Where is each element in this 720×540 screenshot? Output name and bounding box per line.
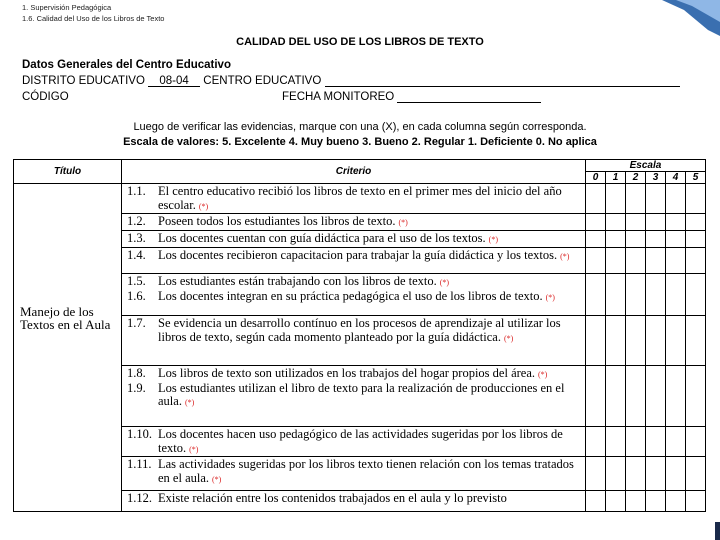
scale-value-header: 5 bbox=[686, 172, 706, 184]
score-cell[interactable] bbox=[646, 316, 666, 366]
score-cell[interactable] bbox=[646, 274, 666, 316]
score-cell[interactable] bbox=[606, 184, 626, 214]
criterion-number: 1.12. bbox=[127, 491, 152, 505]
scale-value-header: 3 bbox=[646, 172, 666, 184]
score-cell[interactable] bbox=[606, 366, 626, 427]
score-cell[interactable] bbox=[646, 231, 666, 248]
criterion-item bbox=[127, 215, 582, 230]
score-cell[interactable] bbox=[686, 248, 706, 274]
score-cell[interactable] bbox=[666, 248, 686, 274]
criterion-number: 1.9. bbox=[127, 380, 146, 395]
score-cell[interactable] bbox=[666, 366, 686, 427]
asterisk-note: (*) bbox=[212, 474, 222, 484]
score-cell[interactable] bbox=[586, 274, 606, 316]
district-label: DISTRITO EDUCATIVO bbox=[22, 75, 145, 87]
criterion-number: 1.2. bbox=[127, 214, 146, 228]
criterion-item bbox=[127, 290, 582, 305]
score-cell[interactable] bbox=[666, 231, 686, 248]
criterion-item bbox=[127, 367, 582, 382]
criterion-cell bbox=[122, 457, 586, 491]
criterion-cell bbox=[122, 184, 586, 214]
general-data-heading: Datos Generales del Centro Educativo bbox=[22, 59, 231, 71]
criterion-text: El centro educativo recibió los libros de texto en el primer mes del inicio del año escolar. bbox=[158, 184, 562, 212]
criterion-cell bbox=[122, 274, 586, 316]
score-cell[interactable] bbox=[586, 457, 606, 491]
score-cell[interactable] bbox=[626, 457, 646, 491]
criterion-cell bbox=[122, 248, 586, 274]
criterion-item bbox=[127, 382, 582, 410]
score-cell[interactable] bbox=[606, 427, 626, 457]
score-cell[interactable] bbox=[626, 231, 646, 248]
score-cell[interactable] bbox=[646, 427, 666, 457]
score-cell[interactable] bbox=[586, 231, 606, 248]
criterion-number: 1.1. bbox=[127, 184, 146, 198]
criteria-column-header: Criterio bbox=[122, 160, 586, 184]
score-cell[interactable] bbox=[586, 427, 606, 457]
score-cell[interactable] bbox=[686, 214, 706, 231]
document-title: CALIDAD DEL USO DE LOS LIBROS DE TEXTO bbox=[236, 36, 484, 48]
criterion-text: Los docentes hacen uso pedagógico de las actividades sugeridas por los libros de texto. bbox=[158, 427, 563, 455]
score-cell[interactable] bbox=[686, 316, 706, 366]
score-cell[interactable] bbox=[606, 231, 626, 248]
criterion-text: Las actividades sugeridas por los libros texto tienen relación con los temas tratados en el aula. bbox=[158, 457, 574, 485]
date-label: FECHA MONITOREO bbox=[282, 91, 395, 103]
scale-value-header: 2 bbox=[626, 172, 646, 184]
scale-value-header: 1 bbox=[606, 172, 626, 184]
asterisk-note: (*) bbox=[488, 235, 498, 244]
date-row bbox=[282, 91, 541, 103]
criterion-number: 1.6. bbox=[127, 288, 146, 303]
criterion-cell bbox=[122, 214, 586, 231]
breadcrumb-subsection: 1.6. Calidad del Uso de los Libros de Texto bbox=[22, 14, 165, 23]
criterion-cell bbox=[122, 491, 586, 512]
criterion-item bbox=[127, 275, 582, 290]
score-cell[interactable] bbox=[666, 274, 686, 316]
score-cell[interactable] bbox=[646, 214, 666, 231]
score-cell[interactable] bbox=[686, 274, 706, 316]
asterisk-note: (*) bbox=[189, 444, 199, 454]
score-cell[interactable] bbox=[666, 214, 686, 231]
slide-edge-bar bbox=[715, 522, 720, 540]
asterisk-note: (*) bbox=[538, 370, 548, 379]
score-cell[interactable] bbox=[646, 184, 666, 214]
score-cell[interactable] bbox=[586, 491, 606, 512]
score-cell[interactable] bbox=[586, 248, 606, 274]
criterion-text: Los docentes integran en su práctica pedagógica el uso de los libros de texto. bbox=[158, 288, 543, 303]
table-row bbox=[14, 184, 706, 214]
score-cell[interactable] bbox=[586, 316, 606, 366]
score-cell[interactable] bbox=[626, 274, 646, 316]
score-cell[interactable] bbox=[626, 316, 646, 366]
criterion-text: Los estudiantes utilizan el libro de texto para la realización de producciones en el aula. bbox=[158, 380, 565, 408]
asterisk-note: (*) bbox=[545, 292, 555, 302]
asterisk-note: (*) bbox=[439, 278, 450, 287]
score-cell[interactable] bbox=[626, 491, 646, 512]
asterisk-note: (*) bbox=[184, 398, 195, 407]
district-row bbox=[22, 75, 680, 87]
score-cell[interactable] bbox=[686, 184, 706, 214]
score-cell[interactable] bbox=[646, 366, 666, 427]
score-cell[interactable] bbox=[686, 457, 706, 491]
criterion-item bbox=[127, 428, 582, 456]
title-column-header: Título bbox=[14, 160, 122, 184]
criterion-text: Existe relación entre los contenidos trabajados en el aula y lo previsto bbox=[158, 491, 507, 505]
scale-value-header: 0 bbox=[586, 172, 606, 184]
date-field[interactable] bbox=[397, 91, 541, 103]
district-field[interactable]: 08-04 bbox=[148, 75, 200, 87]
score-cell[interactable] bbox=[686, 231, 706, 248]
criterion-cell bbox=[122, 427, 586, 457]
code-label: CÓDIGO bbox=[22, 91, 69, 103]
score-cell[interactable] bbox=[646, 248, 666, 274]
criterion-item bbox=[127, 232, 582, 247]
criterion-number: 1.3. bbox=[127, 231, 146, 245]
criterion-text: Se evidencia un desarrollo contínuo en los procesos de aprendizaje al utilizar los libros de texto, según cada momento planteado por la guía didáctica. bbox=[158, 316, 561, 344]
criterion-item bbox=[127, 185, 582, 213]
instructions-line: Luego de verificar las evidencias, marque con una (X), en cada columna según corresponda. bbox=[133, 121, 587, 133]
asterisk-note: (*) bbox=[503, 333, 514, 343]
center-field[interactable] bbox=[325, 75, 680, 87]
criterion-cell bbox=[122, 316, 586, 366]
criterion-text: Los docentes cuentan con guía didáctica para el uso de los textos. bbox=[158, 231, 486, 245]
center-label: CENTRO EDUCATIVO bbox=[203, 75, 322, 87]
score-cell[interactable] bbox=[686, 427, 706, 457]
criterion-number: 1.8. bbox=[127, 366, 146, 380]
criterion-item bbox=[127, 249, 582, 264]
scale-legend: Escala de valores: 5. Excelente 4. Muy bueno 3. Bueno 2. Regular 1. Deficiente 0. No aplica bbox=[123, 136, 597, 148]
criterion-item bbox=[127, 492, 582, 506]
score-cell[interactable] bbox=[666, 316, 686, 366]
score-cell[interactable] bbox=[606, 274, 626, 316]
criterion-text: Los docentes recibieron capacitacion para trabajar la guía didáctica y los textos. bbox=[158, 248, 558, 262]
criterion-number: 1.4. bbox=[127, 248, 146, 262]
criterion-number: 1.10. bbox=[127, 427, 152, 441]
score-cell[interactable] bbox=[586, 184, 606, 214]
score-cell[interactable] bbox=[606, 248, 626, 274]
criterion-item bbox=[127, 458, 582, 486]
section-title: Manejo de los Textos en el Aula bbox=[14, 184, 122, 512]
breadcrumb-section: 1. Supervisión Pedagógica bbox=[22, 3, 112, 12]
score-cell[interactable] bbox=[666, 427, 686, 457]
asterisk-note: (*) bbox=[198, 201, 209, 211]
score-cell[interactable] bbox=[686, 366, 706, 427]
score-cell[interactable] bbox=[666, 184, 686, 214]
score-cell[interactable] bbox=[666, 491, 686, 512]
score-cell[interactable] bbox=[606, 457, 626, 491]
criterion-item bbox=[127, 317, 582, 345]
score-cell[interactable] bbox=[606, 491, 626, 512]
score-cell[interactable] bbox=[626, 248, 646, 274]
score-cell[interactable] bbox=[646, 457, 666, 491]
score-cell[interactable] bbox=[646, 491, 666, 512]
scale-value-header: 4 bbox=[666, 172, 686, 184]
evaluation-table bbox=[13, 159, 706, 512]
criterion-cell bbox=[122, 231, 586, 248]
criterion-text: Los estudiantes están trabajando con los libros de texto. bbox=[158, 274, 437, 288]
score-cell[interactable] bbox=[586, 214, 606, 231]
score-cell[interactable] bbox=[586, 366, 606, 427]
scale-column-header: Escala bbox=[586, 160, 706, 172]
criterion-number: 1.7. bbox=[127, 316, 146, 330]
criterion-text: Poseen todos los estudiantes los libros de texto. bbox=[158, 214, 396, 228]
criterion-cell bbox=[122, 366, 586, 427]
score-cell[interactable] bbox=[686, 491, 706, 512]
asterisk-note: (*) bbox=[560, 252, 570, 261]
criterion-text: Los libros de texto son utilizados en los trabajos del hogar propios del área. bbox=[158, 366, 535, 380]
score-cell[interactable] bbox=[666, 457, 686, 491]
score-cell[interactable] bbox=[606, 316, 626, 366]
criterion-number: 1.11. bbox=[127, 457, 152, 471]
score-cell[interactable] bbox=[626, 366, 646, 427]
criterion-number: 1.5. bbox=[127, 274, 146, 288]
score-cell[interactable] bbox=[606, 214, 626, 231]
score-cell[interactable] bbox=[626, 184, 646, 214]
score-cell[interactable] bbox=[626, 214, 646, 231]
asterisk-note: (*) bbox=[398, 218, 408, 227]
corner-decoration bbox=[662, 0, 720, 40]
score-cell[interactable] bbox=[626, 427, 646, 457]
